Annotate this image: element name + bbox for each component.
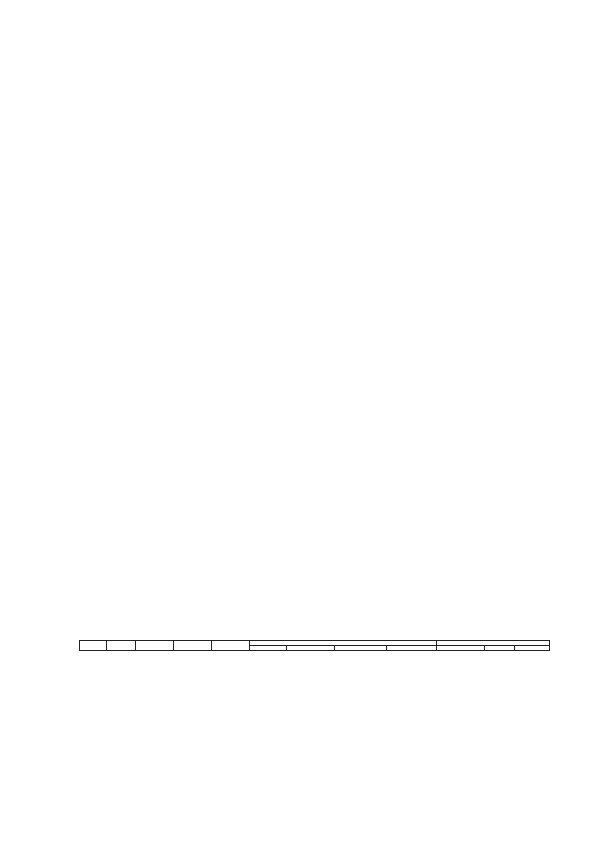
sub-extra-included (515, 646, 550, 651)
header-variative-load (174, 641, 212, 651)
header-invariant-load (136, 641, 174, 651)
sub-main-invariant (250, 646, 287, 651)
header-class (107, 641, 136, 651)
sub-extra-variative (437, 646, 485, 651)
sub-main-gymnasium (335, 646, 387, 651)
section-gap (88, 50, 518, 72)
sub-main-variative (287, 646, 335, 651)
sub-extra-gymnasium (485, 646, 515, 651)
schedule-table (79, 640, 550, 651)
header-number (80, 641, 107, 651)
sub-main-included (387, 646, 437, 651)
document-body (88, 50, 518, 74)
header-max-volume (212, 641, 250, 651)
